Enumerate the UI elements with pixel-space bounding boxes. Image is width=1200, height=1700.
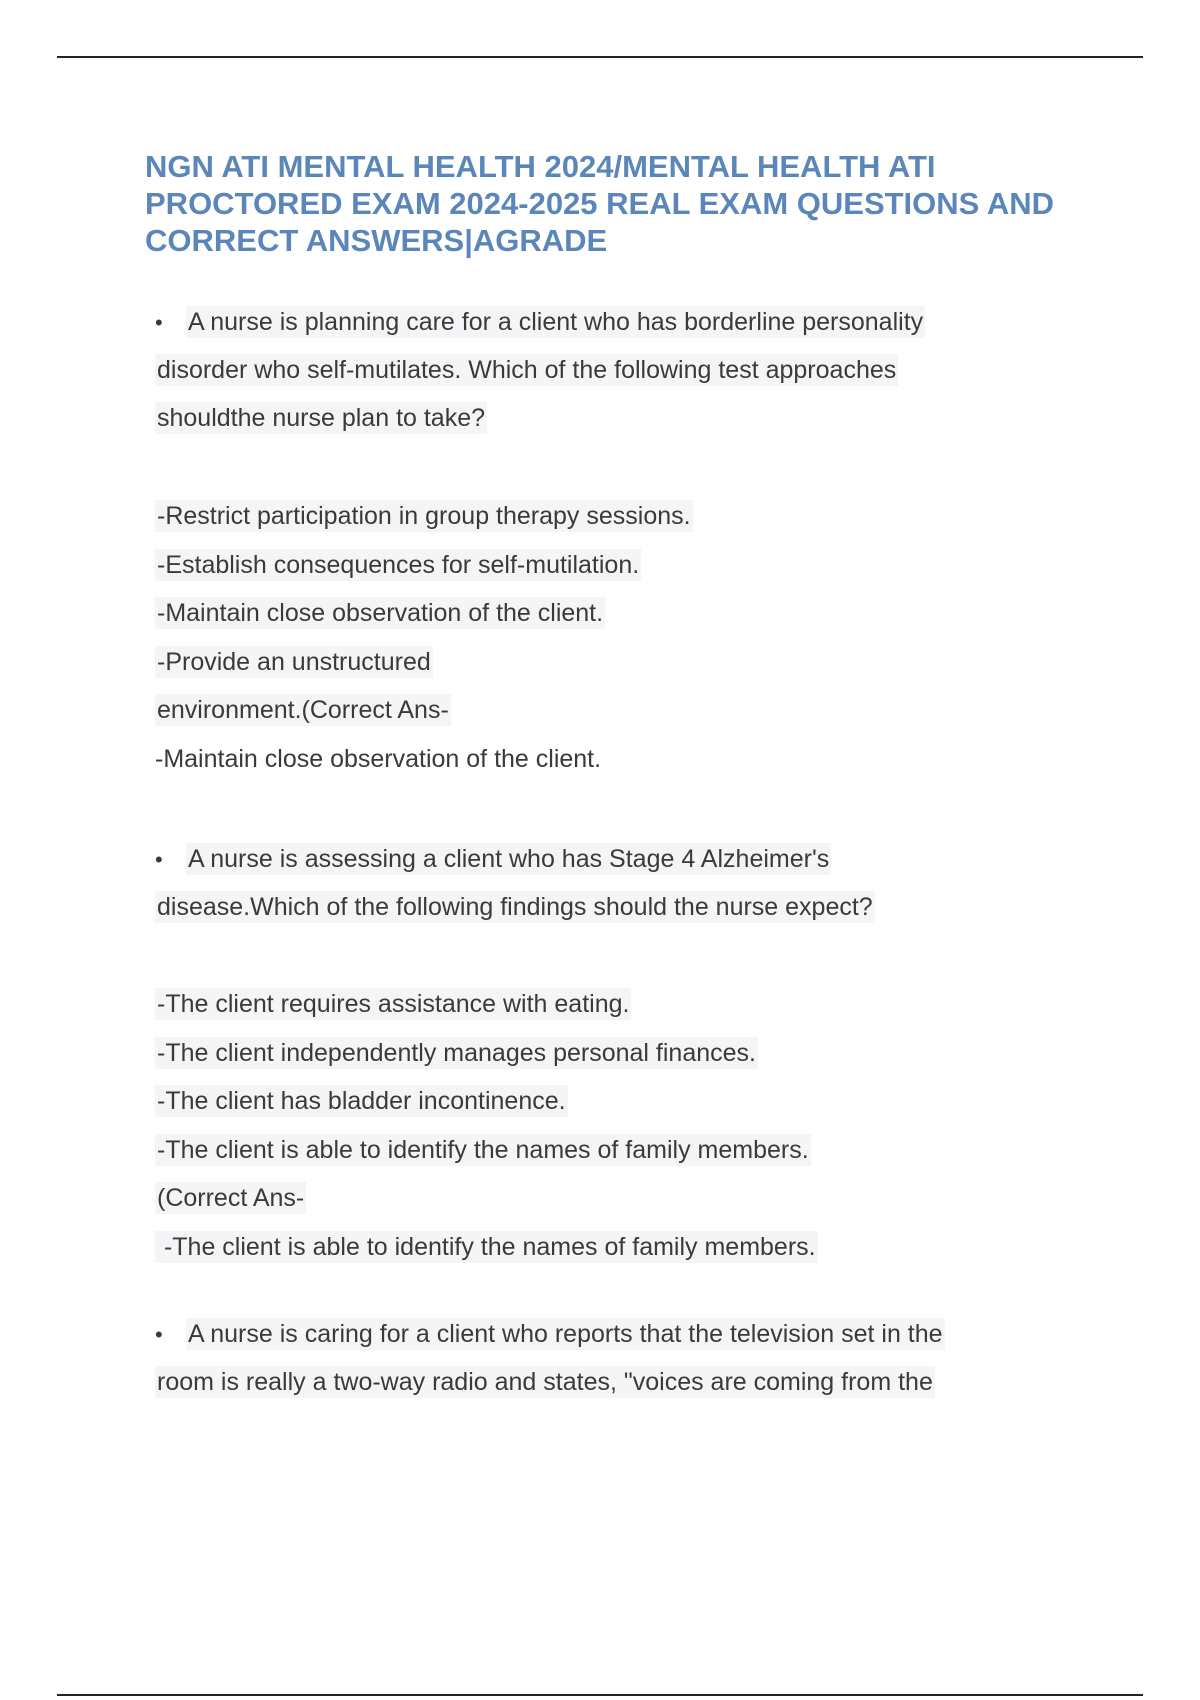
answer-option: environment.(Correct Ans- — [157, 696, 449, 724]
question-stem-line: room is really a two-way radio and states, "voices are coming from the — [157, 1368, 933, 1396]
title-line: CORRECT ANSWERS|AGRADE — [145, 223, 608, 258]
question-3-stem — [155, 1310, 1055, 1406]
question-2-options — [155, 980, 1055, 1271]
title-line: NGN ATI MENTAL HEALTH 2024/MENTAL HEALTH ATI — [145, 149, 936, 184]
footer-rule — [57, 1694, 1143, 1696]
correct-answer: -The client is able to identify the names of family members. — [157, 1232, 816, 1261]
question-stem-line: shouldthe nurse plan to take? — [157, 404, 486, 432]
answer-option: -Provide an unstructured — [157, 647, 431, 676]
question-2-stem — [155, 835, 1055, 931]
question-stem-line: A nurse is assessing a client who has Stage 4 Alzheimer's — [188, 845, 830, 873]
answer-option: -Restrict participation in group therapy sessions. — [157, 502, 691, 530]
bullet-icon: • — [155, 310, 163, 335]
correct-answer: -Maintain close observation of the client. — [155, 744, 602, 773]
bullet-icon: • — [155, 1322, 163, 1347]
answer-option: -The client requires assistance with eating. — [157, 990, 630, 1018]
question-stem-line: A nurse is caring for a client who reports that the television set in the — [188, 1320, 943, 1348]
answer-option: -The client independently manages personal finances. — [157, 1038, 756, 1067]
title-line: PROCTORED EXAM 2024-2025 REAL EXAM QUESTIONS AND — [145, 186, 1054, 221]
document-title — [145, 148, 1120, 259]
question-stem-line: disease.Which of the following findings should the nurse expect? — [157, 893, 873, 921]
question-1-options — [155, 492, 1055, 783]
header-rule — [57, 56, 1143, 58]
question-stem-line: disorder who self-mutilates. Which of the following test approaches — [157, 356, 897, 384]
question-1-stem — [155, 298, 1055, 442]
answer-option: -Establish consequences for self-mutilation. — [157, 550, 640, 579]
answer-option: -The client has bladder incontinence. — [157, 1087, 566, 1115]
bullet-icon: • — [155, 847, 163, 872]
answer-option: (Correct Ans- — [157, 1184, 305, 1212]
answer-option: -Maintain close observation of the client. — [157, 599, 604, 627]
answer-option: -The client is able to identify the names of family members. — [157, 1135, 809, 1164]
question-stem-line: A nurse is planning care for a client who has borderline personality — [188, 308, 924, 336]
